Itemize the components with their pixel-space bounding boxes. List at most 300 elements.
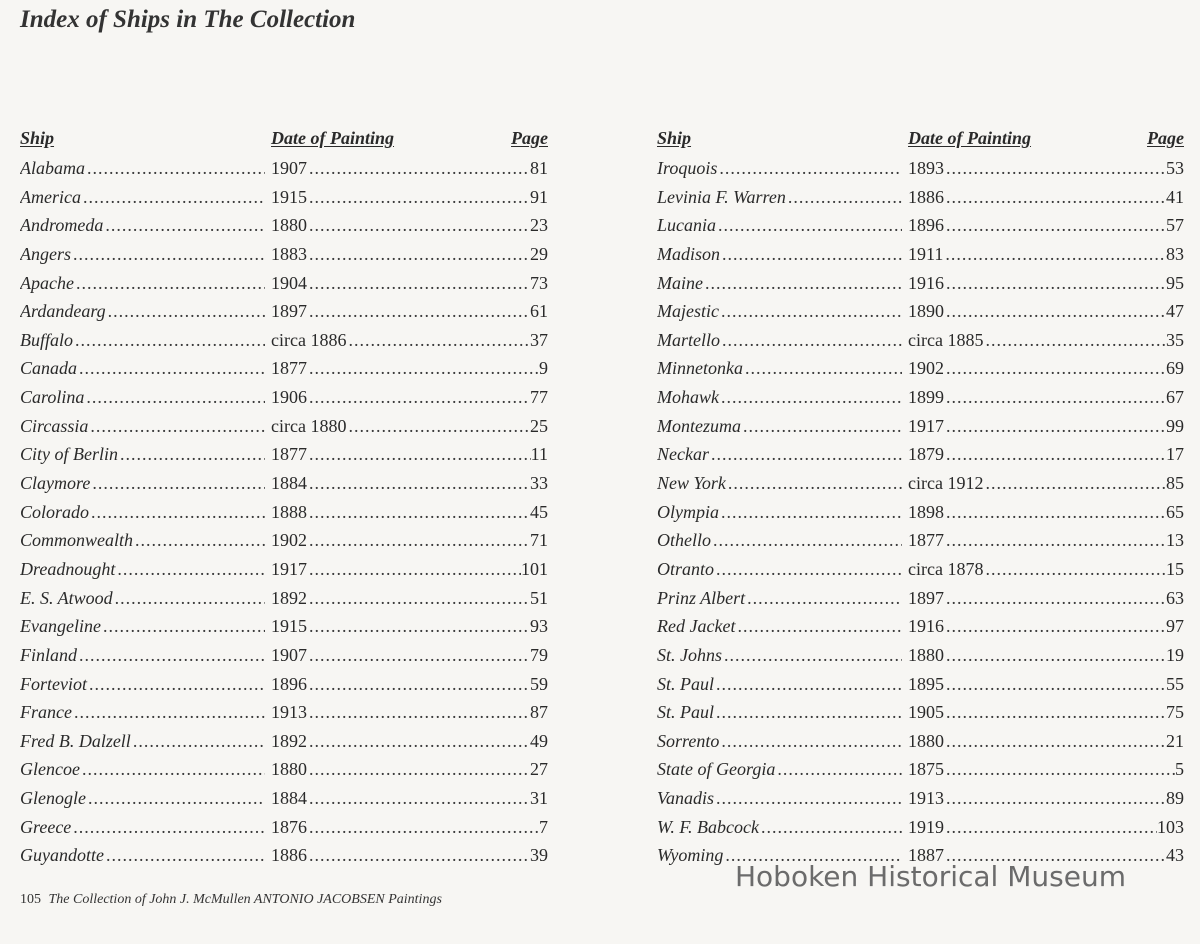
ship-cell — [657, 498, 902, 526]
ship-name: St. Paul — [657, 673, 714, 694]
date-cell — [908, 813, 1184, 841]
date-cell — [908, 784, 1184, 812]
page-number: 83 — [1166, 243, 1184, 264]
ship-cell — [657, 211, 902, 239]
page-number: 63 — [1166, 587, 1184, 608]
painting-date: 1915 — [271, 616, 307, 637]
page-number: 71 — [530, 530, 548, 551]
index-row — [657, 612, 1184, 641]
page-number: 89 — [1166, 788, 1184, 809]
date-cell — [908, 354, 1184, 382]
painting-date: 1880 — [908, 644, 944, 665]
ship-name: Glencoe — [20, 759, 80, 780]
ship-cell — [657, 813, 902, 841]
page-number: 81 — [530, 158, 548, 178]
painting-date: 1907 — [271, 644, 307, 665]
dot-leader — [80, 755, 265, 783]
date-cell — [908, 154, 1184, 182]
dot-leader — [759, 813, 902, 841]
dot-leader — [307, 183, 530, 211]
index-row — [657, 584, 1184, 613]
index-row — [657, 383, 1184, 412]
ship-name: St. Paul — [657, 702, 714, 723]
date-cell — [908, 555, 1184, 583]
dot-leader — [77, 641, 265, 669]
index-row — [657, 555, 1184, 584]
index-row — [20, 841, 548, 870]
header-page: Page — [1147, 128, 1184, 148]
painting-date: circa 1885 — [908, 329, 984, 350]
column-header-row — [657, 128, 1184, 154]
index-row — [657, 813, 1184, 842]
dot-leader — [722, 641, 902, 669]
dot-leader — [71, 813, 265, 841]
painting-date: circa 1886 — [271, 329, 347, 350]
ship-cell — [20, 641, 265, 669]
dot-leader — [86, 784, 265, 812]
index-row — [20, 784, 548, 813]
ship-cell — [20, 326, 265, 354]
ship-cell — [20, 211, 265, 239]
index-row — [20, 183, 548, 212]
dot-leader — [307, 354, 539, 382]
ship-cell — [20, 269, 265, 297]
index-row — [20, 526, 548, 555]
page-number: 85 — [1166, 473, 1184, 494]
ship-name: Vanadis — [657, 788, 715, 809]
dot-leader — [346, 326, 530, 354]
date-cell — [271, 555, 548, 583]
date-cell — [908, 498, 1184, 526]
date-cell — [908, 641, 1184, 669]
ship-cell — [657, 698, 902, 726]
date-cell — [271, 211, 548, 239]
ship-name: Mohawk — [657, 387, 719, 408]
date-cell — [908, 183, 1184, 211]
painting-date: 1897 — [908, 587, 944, 608]
date-cell — [908, 727, 1184, 755]
page-number: 47 — [1166, 301, 1184, 322]
ship-name: Levinia F. Warren — [657, 186, 786, 207]
ship-cell — [20, 183, 265, 211]
dot-leader — [720, 326, 902, 354]
date-cell — [908, 440, 1184, 468]
ship-name: Canada — [20, 358, 78, 379]
ship-name: City of Berlin — [20, 444, 118, 465]
painting-date: 1879 — [908, 444, 944, 465]
painting-date: 1907 — [271, 158, 307, 178]
ship-cell — [657, 297, 902, 325]
ship-name: Claymore — [20, 473, 91, 494]
painting-date: 1890 — [908, 301, 944, 322]
page-number: 95 — [1166, 272, 1184, 293]
index-row — [20, 354, 548, 383]
page-number: 11 — [530, 444, 548, 465]
dot-leader — [714, 784, 902, 812]
page-number: 43 — [1166, 845, 1184, 866]
dot-leader — [745, 584, 902, 612]
date-cell — [271, 698, 548, 726]
ship-name: Buffalo — [20, 329, 73, 350]
date-cell — [908, 412, 1184, 440]
ship-cell — [657, 612, 902, 640]
date-cell — [271, 784, 548, 812]
index-row — [20, 670, 548, 699]
dot-leader — [307, 670, 530, 698]
page-number: 75 — [1166, 702, 1184, 723]
index-row — [657, 784, 1184, 813]
dot-leader — [113, 584, 265, 612]
dot-leader — [90, 469, 265, 497]
dot-leader — [775, 755, 902, 783]
ship-name: Circassia — [20, 415, 89, 436]
ship-cell — [20, 698, 265, 726]
dot-leader — [81, 183, 265, 211]
index-row — [20, 440, 548, 469]
page-number: 7 — [539, 816, 548, 837]
date-cell — [271, 526, 548, 554]
painting-date: 1902 — [271, 530, 307, 551]
page-number: 61 — [530, 301, 548, 322]
painting-date: 1883 — [271, 243, 307, 264]
index-row — [657, 183, 1184, 212]
dot-leader — [719, 498, 902, 526]
ship-name: America — [20, 186, 81, 207]
painting-date: 1877 — [271, 444, 307, 465]
date-cell — [908, 670, 1184, 698]
ship-cell — [657, 269, 902, 297]
ship-cell — [20, 383, 265, 411]
ship-name: Maine — [657, 272, 703, 293]
date-cell — [908, 526, 1184, 554]
ship-cell — [20, 555, 265, 583]
painting-date: 1916 — [908, 616, 944, 637]
dot-leader — [307, 240, 530, 268]
header-ship: Ship — [20, 128, 55, 148]
ship-cell — [20, 469, 265, 497]
index-row — [20, 326, 548, 355]
dot-leader — [307, 211, 530, 239]
dot-leader — [714, 555, 902, 583]
dot-leader — [307, 727, 530, 755]
ship-cell — [657, 755, 902, 783]
ship-name: Colorado — [20, 501, 90, 522]
dot-leader — [115, 555, 265, 583]
ship-name: Greece — [20, 816, 72, 837]
page-number: 73 — [530, 272, 548, 293]
ship-cell — [657, 412, 902, 440]
ship-name: Alabama — [20, 158, 85, 178]
page-number: 79 — [530, 644, 548, 665]
ship-name: Montezuma — [657, 415, 741, 436]
ship-cell — [20, 727, 265, 755]
dot-leader — [944, 584, 1166, 612]
dot-leader — [101, 612, 265, 640]
dot-leader — [944, 727, 1166, 755]
page-number: 39 — [530, 845, 548, 866]
date-cell — [908, 469, 1184, 497]
date-cell — [271, 584, 548, 612]
page-number: 41 — [1166, 186, 1184, 207]
ship-cell — [657, 784, 902, 812]
ship-cell — [657, 555, 902, 583]
date-cell — [271, 440, 548, 468]
dot-leader — [714, 670, 902, 698]
ship-cell — [20, 354, 265, 382]
ship-cell — [20, 297, 265, 325]
painting-date: circa 1912 — [908, 473, 984, 494]
dot-leader — [719, 727, 902, 755]
ship-cell — [20, 670, 265, 698]
index-row — [657, 354, 1184, 383]
index-row — [657, 211, 1184, 240]
ship-cell — [20, 784, 265, 812]
dot-leader — [307, 612, 530, 640]
dot-leader — [944, 154, 1166, 182]
date-cell — [271, 326, 548, 354]
painting-date: 1906 — [271, 387, 307, 408]
index-row — [657, 297, 1184, 326]
date-cell — [271, 240, 548, 268]
index-row — [657, 755, 1184, 784]
dot-leader — [944, 498, 1166, 526]
painting-date: 1892 — [271, 587, 307, 608]
painting-date: 1913 — [271, 702, 307, 723]
index-row — [20, 555, 548, 584]
dot-leader — [944, 383, 1166, 411]
dot-leader — [104, 841, 265, 869]
page-number: 53 — [1166, 158, 1184, 178]
dot-leader — [716, 211, 902, 239]
dot-leader — [711, 526, 902, 554]
date-cell — [271, 269, 548, 297]
page-number: 19 — [1166, 644, 1184, 665]
ship-name: Andromeda — [20, 215, 104, 236]
index-row — [657, 727, 1184, 756]
dot-leader — [983, 326, 1166, 354]
painting-date: 1902 — [908, 358, 944, 379]
painting-date: 1913 — [908, 788, 944, 809]
ship-cell — [657, 326, 902, 354]
ship-cell — [20, 612, 265, 640]
index-column-right — [657, 128, 1184, 870]
page-number: 59 — [530, 673, 548, 694]
page-number: 25 — [530, 415, 548, 436]
ship-cell — [20, 440, 265, 468]
date-cell — [908, 211, 1184, 239]
page-number: 103 — [1157, 816, 1184, 837]
dot-leader — [944, 526, 1166, 554]
dot-leader — [307, 841, 530, 869]
ship-cell — [657, 354, 902, 382]
ship-cell — [657, 240, 902, 268]
ship-cell — [657, 526, 902, 554]
ship-name: Commonwealth — [20, 530, 134, 551]
painting-date: 1877 — [908, 530, 944, 551]
ship-cell — [657, 154, 902, 182]
index-row — [20, 641, 548, 670]
ship-cell — [657, 727, 902, 755]
date-cell — [908, 383, 1184, 411]
ship-name: E. S. Atwood — [20, 587, 113, 608]
footer-page-number: 105 — [20, 892, 41, 907]
ship-cell — [20, 526, 265, 554]
ship-name: Neckar — [657, 444, 709, 465]
ship-cell — [20, 841, 265, 869]
dot-leader — [77, 354, 265, 382]
ship-name: Majestic — [657, 301, 719, 322]
painting-date: 1905 — [908, 702, 944, 723]
index-row — [20, 412, 548, 441]
ship-name: Lucania — [657, 215, 717, 236]
dot-leader — [307, 498, 530, 526]
painting-date: 1896 — [271, 673, 307, 694]
ship-cell — [657, 383, 902, 411]
date-cell — [908, 297, 1184, 325]
page-number: 65 — [1166, 501, 1184, 522]
ship-cell — [20, 240, 265, 268]
painting-date: 1888 — [271, 501, 307, 522]
date-cell — [271, 498, 548, 526]
dot-leader — [84, 383, 265, 411]
ship-cell — [657, 183, 902, 211]
index-rows-right — [657, 154, 1184, 870]
index-row — [20, 698, 548, 727]
painting-date: circa 1878 — [908, 558, 984, 579]
ship-name: Evangeline — [20, 616, 101, 637]
header-ship: Ship — [657, 128, 692, 148]
dot-leader — [944, 641, 1166, 669]
dot-leader — [720, 240, 902, 268]
painting-date: 1884 — [271, 788, 307, 809]
dot-leader — [307, 297, 530, 325]
ship-name: Wyoming — [657, 845, 724, 866]
dot-leader — [943, 240, 1166, 268]
painting-date: 1893 — [908, 158, 944, 178]
ship-name: Red Jacket — [657, 616, 736, 637]
page-number: 101 — [521, 558, 548, 579]
dot-leader — [719, 297, 902, 325]
index-row — [20, 813, 548, 842]
dot-leader — [346, 412, 530, 440]
dot-leader — [786, 183, 902, 211]
ship-name: Finland — [20, 644, 77, 665]
index-row — [657, 440, 1184, 469]
painting-date: 1896 — [908, 215, 944, 236]
date-cell — [908, 584, 1184, 612]
date-cell — [271, 841, 548, 869]
dot-leader — [944, 755, 1175, 783]
header-date: Date of Painting — [271, 128, 395, 148]
ship-cell — [20, 813, 265, 841]
painting-date: 1899 — [908, 387, 944, 408]
dot-leader — [944, 354, 1166, 382]
ship-name: Dreadnought — [20, 558, 116, 579]
dot-leader — [307, 813, 539, 841]
page-number: 33 — [530, 473, 548, 494]
index-row — [20, 240, 548, 269]
ship-cell — [657, 641, 902, 669]
page-number: 93 — [530, 616, 548, 637]
dot-leader — [307, 698, 530, 726]
index-column-left — [20, 128, 548, 870]
dot-leader — [944, 698, 1166, 726]
dot-leader — [131, 727, 265, 755]
dot-leader — [307, 784, 530, 812]
ship-cell — [657, 670, 902, 698]
dot-leader — [703, 269, 902, 297]
dot-leader — [71, 240, 265, 268]
dot-leader — [717, 154, 902, 182]
page-number: 15 — [1166, 558, 1184, 579]
painting-date: 1886 — [271, 845, 307, 866]
dot-leader — [307, 584, 530, 612]
ship-cell — [20, 154, 265, 182]
painting-date: 1915 — [271, 186, 307, 207]
index-row — [20, 498, 548, 527]
index-row — [20, 584, 548, 613]
dot-leader — [307, 755, 530, 783]
index-row — [20, 297, 548, 326]
date-cell — [908, 698, 1184, 726]
dot-leader — [983, 555, 1166, 583]
painting-date: 1884 — [271, 473, 307, 494]
painting-date: 1880 — [271, 215, 307, 236]
column-header-row — [20, 128, 548, 154]
ship-name: Sorrento — [657, 730, 720, 751]
dot-leader — [944, 813, 1157, 841]
index-row — [657, 698, 1184, 727]
ship-name: Martello — [657, 329, 720, 350]
dot-leader — [944, 440, 1166, 468]
index-row — [20, 727, 548, 756]
painting-date: 1876 — [271, 816, 307, 837]
dot-leader — [133, 526, 265, 554]
painting-date: 1887 — [908, 845, 944, 866]
painting-date: 1916 — [908, 272, 944, 293]
ship-cell — [20, 755, 265, 783]
dot-leader — [72, 698, 265, 726]
dot-leader — [983, 469, 1166, 497]
page-number: 49 — [530, 730, 548, 751]
painting-date: 1895 — [908, 673, 944, 694]
dot-leader — [73, 326, 265, 354]
index-row — [20, 269, 548, 298]
dot-leader — [74, 269, 265, 297]
dot-leader — [307, 641, 530, 669]
page-number: 87 — [530, 702, 548, 723]
index-row — [657, 240, 1184, 269]
ship-name: Angers — [20, 243, 71, 264]
ship-name: Minnetonka — [657, 358, 743, 379]
ship-name: Othello — [657, 530, 711, 551]
header-page: Page — [511, 128, 548, 148]
ship-name: Prinz Albert — [657, 587, 746, 608]
dot-leader — [88, 412, 265, 440]
dot-leader — [89, 498, 265, 526]
dot-leader — [944, 211, 1166, 239]
index-row — [657, 469, 1184, 498]
page-number: 9 — [539, 358, 548, 379]
ship-cell — [20, 412, 265, 440]
ship-name: Forteviot — [20, 673, 87, 694]
dot-leader — [741, 412, 902, 440]
page-number: 35 — [1166, 329, 1184, 350]
index-row — [657, 154, 1184, 183]
painting-date: 1892 — [271, 730, 307, 751]
date-cell — [271, 727, 548, 755]
dot-leader — [726, 469, 902, 497]
